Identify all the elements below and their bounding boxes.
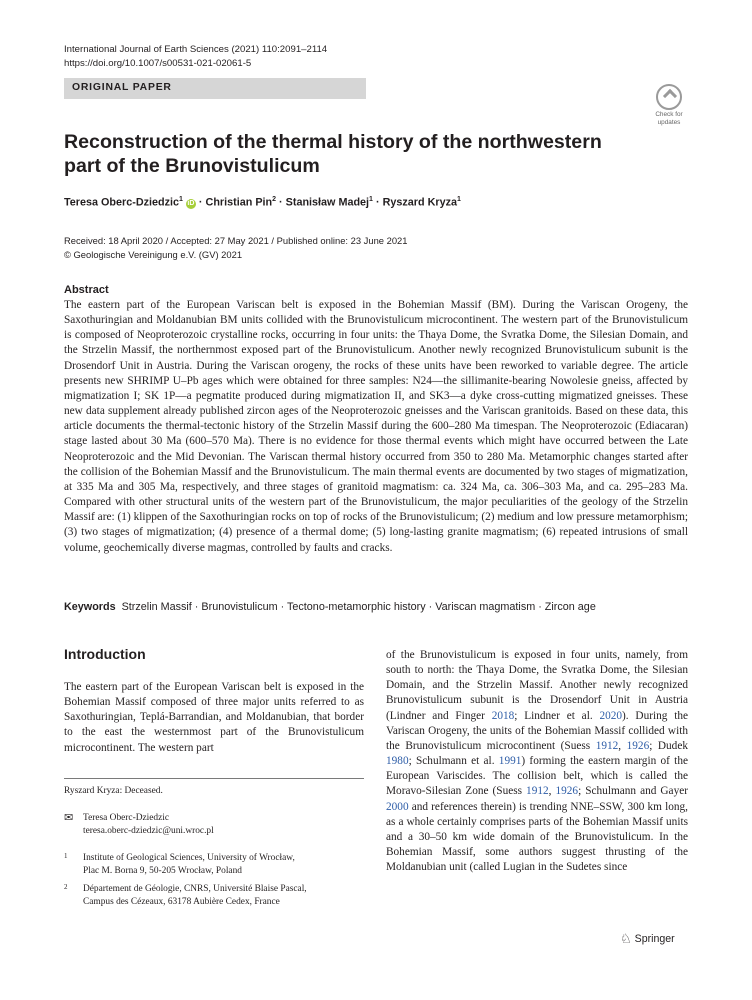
affiliation-line: Institute of Geological Sciences, University of Wrocław, xyxy=(83,853,295,863)
springer-horse-icon: ♘ xyxy=(620,931,632,946)
author-list: Teresa Oberc-Dziedzic$^1$ iD · Christian Pin$^2$ · Stanisław Madej$^1$ · Ryszard Kryza$^1$ xyxy=(64,196,461,209)
introduction-paragraph-right xyxy=(386,648,688,875)
citation-link[interactable]: 2020 xyxy=(599,709,623,722)
check-updates-label: Check for xyxy=(655,111,683,118)
paper-title: Reconstruction of the thermal history of the northwestern part of the Brunovistulicum xyxy=(64,131,602,177)
introduction-text-segment: of the Brunovistulicum is exposed in four units, namely, from south to north: the Thaya Dome, the Svratka Dome, the Silesian Domain, and the Strzelin Massif. Another newly recognized Brunovistulicum subunit is the Drosendorf Unit in Austria (Lindner and Finger xyxy=(386,649,688,722)
publication-dates xyxy=(64,234,407,262)
affiliation-number: 2 xyxy=(64,883,68,891)
author-name[interactable]: Teresa Oberc-Dziedzic xyxy=(64,196,180,209)
author-affiliation-sup: 1 xyxy=(456,196,461,203)
abstract-text: The eastern part of the European Variscan belt is exposed in the Bohemian Massif (BM). During the Variscan Orogeny, the Saxothuringian and Moldanubian BM units collided with the Brunovistulicum microcontinent. The western part of the Brunovistulicum is composed of Neoproterozoic crystalline rocks, occurring in four units: the Thaya Dome, the Svratka Dome, the Silesian Domain, and the Strzelin Massif, the northernmost exposed part of the Brunovistulicum. Another newly recognized Brunovistulicum subunit is the Drosendorf Unit in Austria. During the Variscan orogeny, the rocks of these units have been reworked to variable degree. The article presents new SHRIMP U–Pb ages which were obtained for three samples: N24—the sillimanite-bearing Nowolesie gneiss, affected by migmatization I; SK 1P—a pegmatite produced during migmatization II, and SK3—a dyke cross-cutting migmatized gneisses. These new data supplement already published zircon ages of the Neoproterozoic gneisses and the Variscan granitoids. Based on these data, this article documents the thermal-tectonic history of the Strzelin Massif during the 600–280 Ma timespan. The Neoproterozoic (Ediacaran) stage lasted about 30 Ma (600–570 Ma). There is no evidence for those thermal events which might have occurred between the Late Neoproterozoic and the Mid Devonian. The Variscan thermal history occurred from 350 to 280 Ma. Metamorphic changes started after the collision of the Bohemian Massif and the Brunovistulicum. The main thermal events are documented by two stages of migmatization, at 335 Ma and 305 Ma, respectively, and three stages of granitoid magmatism: ca. 324 Ma, ca. 306–303 Ma, and ca. 295–283 Ma. Compared with other structural units of the western part of the Brunovistulicum, the major peculiarities of the geology of the Strzelin Massif are: (1) klippen of the Saxothuringian rocks on top of rocks of the Brunovistulicum; (2) medium and low pressure metamorphism; (3) two stages of migmatization; (4) presence of a thermal dome; (5) long-lasting granite magmatism; (6) repeated intrusions of small volume, geochemically diverse magmas, controlled by faults and cracks. xyxy=(64,299,688,554)
check-updates-label-2: updates xyxy=(657,119,681,126)
publisher-logo xyxy=(620,931,675,947)
publisher-name: Springer xyxy=(634,933,675,945)
affiliation-line: Campus des Cézeaux, 63178 Aubière Cedex, France xyxy=(83,897,280,907)
keywords-list: Strzelin Massif · Brunovistulicum · Tectono-metamorphic history · Variscan magmatism · Zircon age xyxy=(121,601,596,613)
keywords xyxy=(64,601,596,613)
footnote-deceased: Ryszard Kryza: Deceased. xyxy=(64,786,163,796)
citation-link[interactable]: 1912 xyxy=(526,785,549,798)
introduction-text-segment: ; Schulmann et al. xyxy=(408,755,499,768)
introduction-text-segment: , xyxy=(548,785,556,798)
check-for-updates-badge[interactable] xyxy=(648,84,690,126)
author-name[interactable]: Stanisław Madej xyxy=(285,196,370,209)
affiliation-number: 1 xyxy=(64,852,68,860)
author-affiliation-sup: 2 xyxy=(272,196,277,203)
introduction-text-segment: ) forming the eastern margin of the European Variscides. The collision belt, which is called the Moravo-Silesian Zone (Suess xyxy=(386,755,688,798)
keywords-label: Keywords xyxy=(64,601,116,613)
contact-email[interactable]: teresa.oberc-dziedzic@uni.wroc.pl xyxy=(83,826,214,836)
envelope-icon: ✉ xyxy=(64,812,74,824)
introduction-text-segment: ; Lindner et al. xyxy=(514,709,600,722)
check-updates-icon xyxy=(656,84,682,110)
citation-link[interactable]: 1912 xyxy=(595,739,619,752)
introduction-text-segment: , xyxy=(618,739,627,752)
article-type-label: ORIGINAL PAPER xyxy=(72,82,172,93)
section-heading-introduction: Introduction xyxy=(64,646,146,662)
affiliation-line: Plac M. Borna 9, 50-205 Wrocław, Poland xyxy=(83,866,242,876)
introduction-text-segment: and references therein) is trending NNE–SSW, 300 km long, as a whole certainly comprises parts of the Bohemian Massif units and a 30–50 km wide domain of the Brunovistulicum. In the Bohemian Massif, some authors suggest thrusting of the Moldanubian unit (called Lugian in the Sudetes since xyxy=(386,800,688,874)
author-affiliation-sup: 1 xyxy=(369,196,373,203)
citation-link[interactable]: 1991 xyxy=(498,755,522,768)
history-dates: Received: 18 April 2020 / Accepted: 27 May 2021 / Published online: 23 June 2021 xyxy=(64,235,408,246)
citation-link[interactable]: 2018 xyxy=(491,709,515,722)
introduction-text-segment: ). During the Variscan Orogeny, the units of the Bohemian Massif collided with the Brunovistulicum microcontinent (Suess xyxy=(386,709,689,752)
introduction-text-segment: ; Schulmann and Gayer xyxy=(578,785,688,798)
citation-link[interactable]: 2000 xyxy=(386,800,409,813)
author-name[interactable]: Christian Pin xyxy=(205,196,273,209)
doi-link[interactable]: https://doi.org/10.1007/s00531-021-02061-5 xyxy=(64,58,252,69)
footnote-divider xyxy=(64,778,364,779)
copyright-line: © Geologische Vereinigung e.V. (GV) 2021 xyxy=(64,249,243,260)
orcid-icon[interactable]: iD xyxy=(187,199,195,207)
introduction-text-segment: ; Dudek xyxy=(649,739,688,752)
author-affiliation-sup: 1 xyxy=(179,196,183,203)
author-name[interactable]: Ryszard Kryza xyxy=(382,196,457,209)
journal-header xyxy=(64,43,327,71)
citation-link[interactable]: 1980 xyxy=(386,755,409,768)
citation-link[interactable]: 1926 xyxy=(626,739,650,752)
journal-citation: International Journal of Earth Sciences (2021) 110:2091–2114 xyxy=(64,44,328,55)
contact-name: Teresa Oberc-Dziedzic xyxy=(83,813,170,823)
introduction-paragraph-left: The eastern part of the European Variscan belt is exposed in the Bohemian Massif composed of three major units referred to as Saxothuringian, Teplá-Barrandian, and Moldanubian, that border to the east the westernmost part of the Brunovistulicum microcontinent. The western part xyxy=(64,681,364,754)
affiliation-line: Département de Géologie, CNRS, Université Blaise Pascal, xyxy=(83,884,307,894)
citation-link[interactable]: 1926 xyxy=(555,785,579,798)
article-type-banner xyxy=(64,78,366,99)
abstract-heading: Abstract xyxy=(64,284,109,296)
